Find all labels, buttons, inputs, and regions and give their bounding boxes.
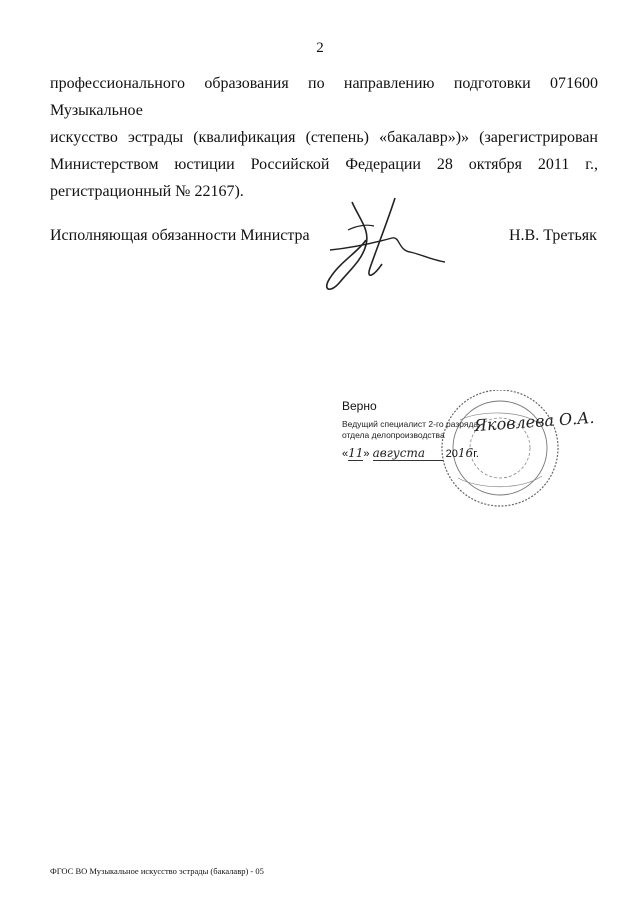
footer-note: ФГОС ВО Музыкальное искусство эстрады (бакалавр) - 05 (50, 866, 264, 876)
body-line-3: Министерством юстиции Российской Федерации 28 октября 2011 г., (50, 156, 598, 173)
date-close-quote: » (363, 448, 370, 460)
body-line-2: искусство эстрады (квалификация (степень) «бакалавр»)» (зарегистрирован (50, 129, 598, 146)
certification-verno: Верно (342, 399, 377, 413)
signature-graphic (300, 190, 450, 300)
page-number: 2 (316, 40, 324, 56)
signatory-title: Исполняющая обязанности Министра (50, 227, 310, 244)
certification-position: Ведущий специалист 2-го разряда (342, 419, 479, 429)
body-paragraph (50, 70, 598, 205)
certification-date (342, 446, 479, 461)
body-line-1: профессионального образования по направлению подготовки 071600 Музыкальное (50, 75, 598, 119)
date-month: августа (373, 446, 443, 461)
certification-handwritten-name: Яковлева О.А. (473, 407, 595, 436)
date-open-quote: « (342, 448, 349, 460)
certification-department: отдела делопроизводства (342, 430, 445, 440)
date-day: 11 (348, 446, 364, 460)
date-year-end: г. (473, 448, 479, 460)
date-year-prefix: 20 (445, 448, 458, 460)
date-year-suffix: 16 (457, 446, 474, 460)
body-line-4: регистрационный № 22167). (50, 183, 244, 200)
signatory-name: Н.В. Третьяк (509, 227, 597, 244)
